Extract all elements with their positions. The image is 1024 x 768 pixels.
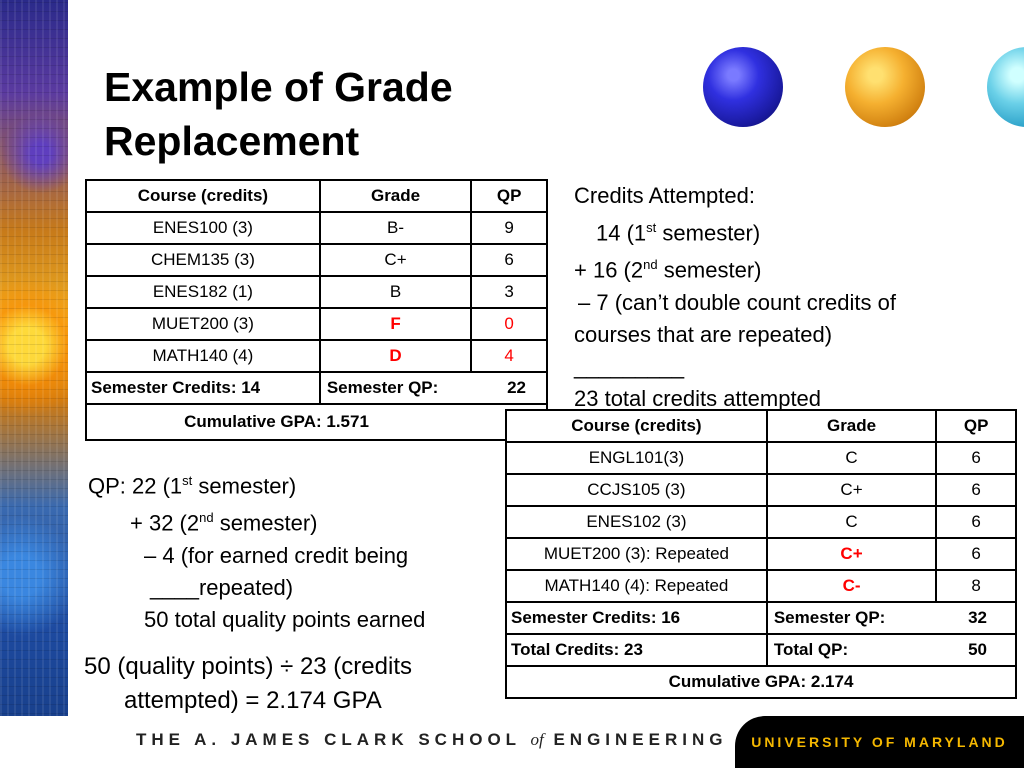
semester-credits-cell: Semester Credits: 14 bbox=[86, 372, 320, 404]
course-cell: MUET200 (3) bbox=[86, 308, 320, 340]
column-header-qp: QP bbox=[936, 410, 1016, 442]
semester-credits-cell: Semester Credits: 16 bbox=[506, 602, 767, 634]
qp-cell: 0 bbox=[471, 308, 547, 340]
cumulative-gpa-cell bbox=[86, 404, 547, 440]
semester-qp-value: 32 bbox=[968, 608, 987, 627]
cumulative-gpa-text: Cumulative GPA: 1.571 bbox=[184, 412, 369, 431]
quality-points-explanation bbox=[88, 465, 425, 636]
table-header-row bbox=[86, 180, 547, 212]
course-cell: MATH140 (4) bbox=[86, 340, 320, 372]
table-row bbox=[506, 570, 1016, 602]
column-header-grade: Grade bbox=[320, 180, 471, 212]
second-semester-table bbox=[505, 409, 1017, 699]
table-row bbox=[86, 244, 547, 276]
course-cell: MUET200 (3): Repeated bbox=[506, 538, 767, 570]
decorative-orange-sphere bbox=[845, 47, 925, 127]
course-cell: CHEM135 (3) bbox=[86, 244, 320, 276]
qp-line-4: ____repeated) bbox=[150, 574, 294, 600]
school-name-end: ENGINEERING bbox=[553, 730, 728, 749]
column-header-grade: Grade bbox=[767, 410, 936, 442]
qp-line-2 bbox=[88, 502, 425, 539]
semester-summary-row bbox=[506, 602, 1016, 634]
column-header-course: Course (credits) bbox=[506, 410, 767, 442]
total-qp-label: Total QP: bbox=[773, 640, 849, 659]
semester-qp-cell bbox=[767, 602, 1016, 634]
qp-cell: 8 bbox=[936, 570, 1016, 602]
qp-line-1-end: semester) bbox=[192, 473, 297, 499]
course-cell: ENES100 (3) bbox=[86, 212, 320, 244]
grade-cell: C bbox=[767, 442, 936, 474]
grade-cell: C+ bbox=[767, 474, 936, 506]
course-cell: ENES182 (1) bbox=[86, 276, 320, 308]
course-cell: MATH140 (4): Repeated bbox=[506, 570, 767, 602]
cumulative-row bbox=[506, 666, 1016, 698]
credits-heading: Credits Attempted: bbox=[574, 183, 755, 208]
decorative-cyan-sphere bbox=[987, 47, 1024, 127]
gpa-calculation bbox=[84, 650, 412, 718]
column-header-qp: QP bbox=[471, 180, 547, 212]
table-row bbox=[86, 340, 547, 372]
semester-qp-label: Semester QP: bbox=[326, 378, 439, 397]
course-cell: ENGL101(3) bbox=[506, 442, 767, 474]
table-row bbox=[506, 538, 1016, 570]
grade-cell: C+ bbox=[320, 244, 471, 276]
university-name: UNIVERSITY OF MARYLAND bbox=[751, 734, 1008, 750]
decorative-side-banner bbox=[0, 0, 68, 768]
qp-cell: 3 bbox=[471, 276, 547, 308]
column-header-course: Course (credits) bbox=[86, 180, 320, 212]
qp-line-2-sup: nd bbox=[199, 510, 214, 526]
qp-cell: 9 bbox=[471, 212, 547, 244]
credits-total: 23 total credits attempted bbox=[574, 385, 822, 411]
gpa-calc-line-1: 50 (quality points) ÷ 23 (credits bbox=[84, 653, 412, 680]
semester-qp-cell bbox=[320, 372, 547, 404]
course-cell: CCJS105 (3) bbox=[506, 474, 767, 506]
university-banner bbox=[735, 716, 1024, 768]
grade-cell: C- bbox=[767, 570, 936, 602]
gpa-calc-line-2: attempted) = 2.174 GPA bbox=[124, 687, 382, 714]
semester-qp-value: 22 bbox=[507, 378, 526, 397]
school-name-of: of bbox=[530, 730, 544, 749]
slide-title: Example of Grade Replacement bbox=[104, 64, 453, 164]
qp-cell: 6 bbox=[471, 244, 547, 276]
credits-line-2-sup: nd bbox=[643, 257, 658, 273]
table-row bbox=[506, 506, 1016, 538]
table-row bbox=[86, 212, 547, 244]
qp-total: 50 total quality points earned bbox=[144, 606, 426, 632]
credits-line-2-end: semester) bbox=[657, 257, 762, 283]
grade-cell: B bbox=[320, 276, 471, 308]
table-row bbox=[506, 442, 1016, 474]
total-qp-value: 50 bbox=[968, 640, 987, 659]
total-summary-row bbox=[506, 634, 1016, 666]
credits-underline: _________ bbox=[574, 353, 685, 379]
course-cell: ENES102 (3) bbox=[506, 506, 767, 538]
school-name bbox=[136, 730, 727, 750]
qp-line-1 bbox=[88, 465, 425, 502]
decorative-blue-sphere bbox=[703, 47, 783, 127]
table-row bbox=[506, 474, 1016, 506]
qp-cell: 6 bbox=[936, 506, 1016, 538]
grade-cell: C bbox=[767, 506, 936, 538]
first-semester-table bbox=[85, 179, 548, 441]
semester-summary-row bbox=[86, 372, 547, 404]
credits-line-1-sup: st bbox=[646, 220, 657, 235]
qp-line-2-end: semester) bbox=[213, 510, 318, 536]
school-name-start: THE A. JAMES CLARK SCHOOL bbox=[136, 730, 521, 749]
grade-cell: F bbox=[320, 308, 471, 340]
qp-cell: 4 bbox=[471, 340, 547, 372]
qp-line-1-sup: st bbox=[182, 473, 193, 488]
credits-line-1-text: 14 (1 bbox=[596, 220, 647, 246]
cumulative-gpa-cell: Cumulative GPA: 2.174 bbox=[506, 666, 1016, 698]
qp-line-2-text: + 32 (2 bbox=[130, 510, 200, 536]
credits-attempted-explanation bbox=[574, 180, 896, 415]
grade-cell: C+ bbox=[767, 538, 936, 570]
total-credits-cell: Total Credits: 23 bbox=[506, 634, 767, 666]
semester-qp-label: Semester QP: bbox=[773, 608, 886, 627]
table-header-row bbox=[506, 410, 1016, 442]
credits-line-2-text: + 16 (2 bbox=[574, 257, 644, 283]
grade-cell: B- bbox=[320, 212, 471, 244]
table-row bbox=[86, 308, 547, 340]
credits-line-1 bbox=[574, 212, 896, 249]
credits-line-4: courses that are repeated) bbox=[574, 321, 833, 347]
total-qp-cell bbox=[767, 634, 1016, 666]
grade-cell: D bbox=[320, 340, 471, 372]
credits-line-3: – 7 (can’t double count credits of bbox=[578, 289, 896, 315]
qp-line-3: – 4 (for earned credit being bbox=[144, 542, 409, 568]
credits-line-2 bbox=[574, 249, 896, 286]
cumulative-row bbox=[86, 404, 547, 440]
qp-cell: 6 bbox=[936, 442, 1016, 474]
credits-line-1-end: semester) bbox=[656, 220, 761, 246]
table-row bbox=[86, 276, 547, 308]
qp-cell: 6 bbox=[936, 538, 1016, 570]
qp-line-1-text: QP: 22 (1 bbox=[88, 473, 183, 499]
qp-cell: 6 bbox=[936, 474, 1016, 506]
